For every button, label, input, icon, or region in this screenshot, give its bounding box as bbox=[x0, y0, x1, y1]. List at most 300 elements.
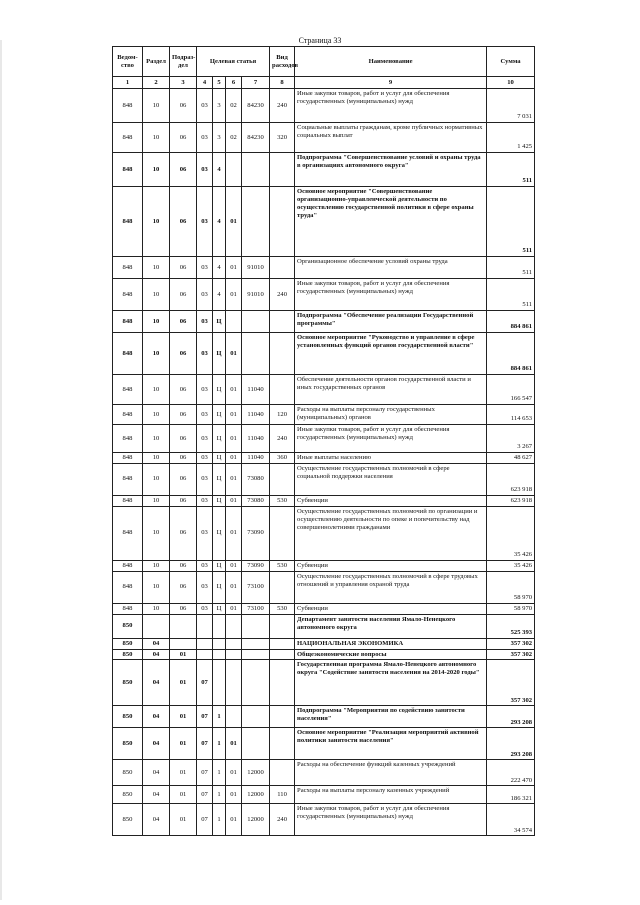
celevaya-3-cell: 01 bbox=[226, 257, 242, 279]
podrazdel-cell: 06 bbox=[170, 495, 197, 506]
podrazdel-cell: 06 bbox=[170, 333, 197, 375]
razdel-cell: 10 bbox=[143, 89, 170, 123]
naimenovanie-cell: Социальные выплаты гражданам, кроме публичных нормативных социальных выплат bbox=[295, 123, 487, 153]
summa-cell: 511 bbox=[487, 257, 535, 279]
celevaya-4-cell bbox=[242, 614, 270, 638]
celevaya-3-cell: 01 bbox=[226, 560, 242, 571]
razdel-cell: 10 bbox=[143, 311, 170, 333]
celevaya-1-cell: 03 bbox=[197, 571, 213, 603]
celevaya-1-cell: 03 bbox=[197, 495, 213, 506]
vid-raskhodov-cell bbox=[270, 614, 295, 638]
podrazdel-cell: 01 bbox=[170, 706, 197, 728]
vedomstvo-cell: 848 bbox=[113, 187, 143, 257]
naimenovanie-cell: Иные выплаты населению bbox=[295, 453, 487, 464]
celevaya-2-cell: 1 bbox=[213, 804, 226, 836]
summa-cell: 166 547 bbox=[487, 375, 535, 405]
table-row bbox=[113, 728, 535, 760]
naimenovanie-cell: Субвенции bbox=[295, 560, 487, 571]
vedomstvo-cell: 848 bbox=[113, 333, 143, 375]
celevaya-1-cell: 03 bbox=[197, 89, 213, 123]
podrazdel-cell: 06 bbox=[170, 311, 197, 333]
naimenovanie-cell: Иные закупки товаров, работ и услуг для обеспечения государственных (муниципальных) нужд bbox=[295, 804, 487, 836]
celevaya-1-cell: 03 bbox=[197, 311, 213, 333]
celevaya-1-cell: 03 bbox=[197, 425, 213, 453]
summa-cell: 1 425 bbox=[487, 123, 535, 153]
celevaya-2-cell: Ц bbox=[213, 333, 226, 375]
naimenovanie-cell: Обеспечение деятельности органов государственной власти и иных государственных органов bbox=[295, 375, 487, 405]
celevaya-4-cell: 73100 bbox=[242, 571, 270, 603]
podrazdel-cell bbox=[170, 614, 197, 638]
razdel-cell: 10 bbox=[143, 495, 170, 506]
summa-cell: 58 970 bbox=[487, 603, 535, 614]
celevaya-3-cell: 01 bbox=[226, 279, 242, 311]
celevaya-4-cell: 73080 bbox=[242, 495, 270, 506]
header-vid-raskhodov: Вид расходов bbox=[270, 47, 295, 77]
podrazdel-cell: 06 bbox=[170, 506, 197, 560]
naimenovanie-cell: Подпрограмма "Мероприятия по содействию занятости населения" bbox=[295, 706, 487, 728]
vid-raskhodov-cell bbox=[270, 153, 295, 187]
summa-cell: 884 861 bbox=[487, 333, 535, 375]
vid-raskhodov-cell bbox=[270, 571, 295, 603]
celevaya-1-cell: 03 bbox=[197, 257, 213, 279]
table-row bbox=[113, 311, 535, 333]
vid-raskhodov-cell bbox=[270, 660, 295, 706]
celevaya-3-cell: 01 bbox=[226, 506, 242, 560]
celevaya-1-cell: 03 bbox=[197, 375, 213, 405]
summa-cell: 48 627 bbox=[487, 453, 535, 464]
vedomstvo-cell: 848 bbox=[113, 425, 143, 453]
summa-cell: 623 918 bbox=[487, 463, 535, 495]
celevaya-2-cell bbox=[213, 649, 226, 660]
summa-cell: 525 393 bbox=[487, 614, 535, 638]
podrazdel-cell: 01 bbox=[170, 728, 197, 760]
table-row bbox=[113, 279, 535, 311]
vedomstvo-cell: 848 bbox=[113, 311, 143, 333]
razdel-cell: 04 bbox=[143, 706, 170, 728]
celevaya-4-cell: 11040 bbox=[242, 375, 270, 405]
table-row bbox=[113, 463, 535, 495]
razdel-cell: 10 bbox=[143, 375, 170, 405]
table-row bbox=[113, 638, 535, 649]
celevaya-4-cell bbox=[242, 153, 270, 187]
vid-raskhodov-cell: 530 bbox=[270, 603, 295, 614]
celevaya-2-cell: 4 bbox=[213, 187, 226, 257]
celevaya-3-cell: 01 bbox=[226, 425, 242, 453]
summa-cell: 511 bbox=[487, 187, 535, 257]
razdel-cell: 10 bbox=[143, 279, 170, 311]
razdel-cell: 10 bbox=[143, 571, 170, 603]
header-vedomstvo: Ведом-ство bbox=[113, 47, 143, 77]
celevaya-3-cell: 01 bbox=[226, 375, 242, 405]
header-podrazdel: Подраз-дел bbox=[170, 47, 197, 77]
podrazdel-cell: 06 bbox=[170, 153, 197, 187]
podrazdel-cell: 01 bbox=[170, 804, 197, 836]
vedomstvo-cell: 848 bbox=[113, 123, 143, 153]
celevaya-2-cell: Ц bbox=[213, 463, 226, 495]
celevaya-3-cell: 02 bbox=[226, 89, 242, 123]
naimenovanie-cell: НАЦИОНАЛЬНАЯ ЭКОНОМИКА bbox=[295, 638, 487, 649]
podrazdel-cell: 06 bbox=[170, 375, 197, 405]
vedomstvo-cell: 850 bbox=[113, 638, 143, 649]
table-row bbox=[113, 257, 535, 279]
col-number: 7 bbox=[242, 77, 270, 89]
celevaya-4-cell: 84230 bbox=[242, 89, 270, 123]
celevaya-3-cell: 01 bbox=[226, 333, 242, 375]
razdel-cell: 04 bbox=[143, 638, 170, 649]
celevaya-4-cell: 73090 bbox=[242, 560, 270, 571]
vedomstvo-cell: 848 bbox=[113, 153, 143, 187]
celevaya-3-cell: 02 bbox=[226, 123, 242, 153]
celevaya-1-cell: 03 bbox=[197, 333, 213, 375]
podrazdel-cell: 01 bbox=[170, 760, 197, 786]
header-summa: Сумма bbox=[487, 47, 535, 77]
celevaya-4-cell bbox=[242, 649, 270, 660]
vedomstvo-cell: 848 bbox=[113, 279, 143, 311]
vedomstvo-cell: 848 bbox=[113, 506, 143, 560]
naimenovanie-cell: Осуществление государственных полномочий в сфере трудовых отношений и управления охраной труда bbox=[295, 571, 487, 603]
naimenovanie-cell: Субвенции bbox=[295, 603, 487, 614]
naimenovanie-cell: Организационное обеспечение условий охраны труда bbox=[295, 257, 487, 279]
vid-raskhodov-cell: 320 bbox=[270, 123, 295, 153]
table-row bbox=[113, 153, 535, 187]
summa-cell: 35 426 bbox=[487, 506, 535, 560]
naimenovanie-cell: Осуществление государственных полномочий в сфере социальной поддержки населения bbox=[295, 463, 487, 495]
table-header-row bbox=[113, 47, 535, 77]
vedomstvo-cell: 848 bbox=[113, 89, 143, 123]
razdel-cell: 04 bbox=[143, 760, 170, 786]
summa-cell: 357 302 bbox=[487, 660, 535, 706]
naimenovanie-cell: Подпрограмма "Обеспечение реализации Государственной программы" bbox=[295, 311, 487, 333]
celevaya-1-cell: 03 bbox=[197, 279, 213, 311]
vedomstvo-cell: 848 bbox=[113, 405, 143, 425]
vedomstvo-cell: 850 bbox=[113, 706, 143, 728]
vid-raskhodov-cell: 120 bbox=[270, 405, 295, 425]
celevaya-2-cell: Ц bbox=[213, 495, 226, 506]
podrazdel-cell: 06 bbox=[170, 257, 197, 279]
header-razdel: Раздел bbox=[143, 47, 170, 77]
table-row bbox=[113, 375, 535, 405]
podrazdel-cell: 06 bbox=[170, 89, 197, 123]
summa-cell: 511 bbox=[487, 153, 535, 187]
naimenovanie-cell: Субвенции bbox=[295, 495, 487, 506]
celevaya-4-cell: 12000 bbox=[242, 804, 270, 836]
celevaya-3-cell: 01 bbox=[226, 728, 242, 760]
celevaya-3-cell: 01 bbox=[226, 571, 242, 603]
table-body bbox=[113, 89, 535, 836]
summa-cell: 357 302 bbox=[487, 638, 535, 649]
budget-table bbox=[112, 46, 535, 836]
celevaya-3-cell bbox=[226, 614, 242, 638]
razdel-cell: 10 bbox=[143, 425, 170, 453]
table-row bbox=[113, 804, 535, 836]
summa-cell: 884 861 bbox=[487, 311, 535, 333]
vid-raskhodov-cell: 530 bbox=[270, 495, 295, 506]
celevaya-1-cell bbox=[197, 649, 213, 660]
summa-cell: 58 970 bbox=[487, 571, 535, 603]
table-row bbox=[113, 614, 535, 638]
table-row bbox=[113, 453, 535, 464]
celevaya-2-cell bbox=[213, 638, 226, 649]
vid-raskhodov-cell bbox=[270, 311, 295, 333]
celevaya-4-cell bbox=[242, 333, 270, 375]
celevaya-2-cell: Ц bbox=[213, 506, 226, 560]
naimenovanie-cell: Иные закупки товаров, работ и услуг для обеспечения государственных (муниципальных) нужд bbox=[295, 425, 487, 453]
celevaya-4-cell: 11040 bbox=[242, 405, 270, 425]
celevaya-2-cell: Ц bbox=[213, 453, 226, 464]
summa-cell: 186 321 bbox=[487, 786, 535, 804]
celevaya-4-cell: 12000 bbox=[242, 786, 270, 804]
vid-raskhodov-cell: 530 bbox=[270, 560, 295, 571]
podrazdel-cell: 06 bbox=[170, 560, 197, 571]
col-number: 8 bbox=[270, 77, 295, 89]
razdel-cell bbox=[143, 614, 170, 638]
naimenovanie-cell: Расходы на выплаты персоналу казенных учреждений bbox=[295, 786, 487, 804]
celevaya-1-cell: 03 bbox=[197, 123, 213, 153]
celevaya-1-cell: 03 bbox=[197, 560, 213, 571]
razdel-cell: 04 bbox=[143, 804, 170, 836]
col-number: 2 bbox=[143, 77, 170, 89]
naimenovanie-cell: Иные закупки товаров, работ и услуг для обеспечения государственных (муниципальных) нужд bbox=[295, 279, 487, 311]
podrazdel-cell: 01 bbox=[170, 649, 197, 660]
vedomstvo-cell: 848 bbox=[113, 571, 143, 603]
celevaya-1-cell: 07 bbox=[197, 804, 213, 836]
column-number-row bbox=[113, 77, 535, 89]
summa-cell: 34 574 bbox=[487, 804, 535, 836]
celevaya-3-cell: 01 bbox=[226, 453, 242, 464]
naimenovanie-cell: Департамент занятости населения Ямало-Ненецкого автономного округа bbox=[295, 614, 487, 638]
page-number-label: Страница 33 bbox=[298, 36, 342, 45]
celevaya-4-cell bbox=[242, 728, 270, 760]
celevaya-2-cell: 3 bbox=[213, 89, 226, 123]
razdel-cell: 04 bbox=[143, 660, 170, 706]
vedomstvo-cell: 848 bbox=[113, 495, 143, 506]
razdel-cell: 10 bbox=[143, 603, 170, 614]
table-row bbox=[113, 603, 535, 614]
celevaya-1-cell bbox=[197, 614, 213, 638]
table-row bbox=[113, 760, 535, 786]
celevaya-2-cell: 4 bbox=[213, 257, 226, 279]
razdel-cell: 10 bbox=[143, 453, 170, 464]
vid-raskhodov-cell: 240 bbox=[270, 89, 295, 123]
table-row bbox=[113, 506, 535, 560]
celevaya-1-cell: 03 bbox=[197, 405, 213, 425]
podrazdel-cell: 06 bbox=[170, 463, 197, 495]
celevaya-4-cell: 11040 bbox=[242, 453, 270, 464]
celevaya-4-cell bbox=[242, 187, 270, 257]
summa-cell: 293 208 bbox=[487, 728, 535, 760]
celevaya-4-cell: 11040 bbox=[242, 425, 270, 453]
table-row bbox=[113, 786, 535, 804]
table-row bbox=[113, 660, 535, 706]
celevaya-3-cell bbox=[226, 649, 242, 660]
table-row bbox=[113, 706, 535, 728]
celevaya-2-cell: 4 bbox=[213, 153, 226, 187]
naimenovanie-cell: Осуществление государственных полномочий по организации и осуществлению деятельности по опеке и попечительству над совершеннолетними гражданами bbox=[295, 506, 487, 560]
table-row bbox=[113, 560, 535, 571]
col-number: 6 bbox=[226, 77, 242, 89]
vedomstvo-cell: 850 bbox=[113, 649, 143, 660]
naimenovanie-cell: Подпрограмма "Совершенствование условий и охраны труда в организациях автономного округа" bbox=[295, 153, 487, 187]
vedomstvo-cell: 848 bbox=[113, 603, 143, 614]
celevaya-2-cell: Ц bbox=[213, 560, 226, 571]
razdel-cell: 10 bbox=[143, 153, 170, 187]
celevaya-3-cell bbox=[226, 638, 242, 649]
podrazdel-cell: 06 bbox=[170, 405, 197, 425]
podrazdel-cell: 06 bbox=[170, 603, 197, 614]
celevaya-2-cell: Ц bbox=[213, 425, 226, 453]
celevaya-3-cell: 01 bbox=[226, 495, 242, 506]
naimenovanie-cell: Общеэкономические вопросы bbox=[295, 649, 487, 660]
celevaya-4-cell: 91010 bbox=[242, 257, 270, 279]
celevaya-3-cell bbox=[226, 153, 242, 187]
vedomstvo-cell: 850 bbox=[113, 804, 143, 836]
vid-raskhodov-cell bbox=[270, 187, 295, 257]
table-row bbox=[113, 187, 535, 257]
table-row bbox=[113, 89, 535, 123]
podrazdel-cell: 06 bbox=[170, 425, 197, 453]
summa-cell: 35 426 bbox=[487, 560, 535, 571]
col-number: 5 bbox=[213, 77, 226, 89]
razdel-cell: 04 bbox=[143, 728, 170, 760]
celevaya-4-cell bbox=[242, 311, 270, 333]
vedomstvo-cell: 850 bbox=[113, 760, 143, 786]
vedomstvo-cell: 850 bbox=[113, 728, 143, 760]
celevaya-1-cell: 03 bbox=[197, 453, 213, 464]
col-number: 9 bbox=[295, 77, 487, 89]
celevaya-4-cell: 73090 bbox=[242, 506, 270, 560]
vedomstvo-cell: 850 bbox=[113, 614, 143, 638]
celevaya-2-cell: 4 bbox=[213, 279, 226, 311]
celevaya-3-cell: 01 bbox=[226, 463, 242, 495]
celevaya-1-cell: 03 bbox=[197, 187, 213, 257]
naimenovanie-cell: Основное мероприятие "Реализация мероприятий активной политики занятости населения" bbox=[295, 728, 487, 760]
celevaya-2-cell: 3 bbox=[213, 123, 226, 153]
celevaya-2-cell: 1 bbox=[213, 728, 226, 760]
celevaya-1-cell: 07 bbox=[197, 728, 213, 760]
podrazdel-cell: 06 bbox=[170, 279, 197, 311]
vedomstvo-cell: 848 bbox=[113, 453, 143, 464]
table-row bbox=[113, 571, 535, 603]
celevaya-1-cell: 03 bbox=[197, 463, 213, 495]
table-row bbox=[113, 495, 535, 506]
razdel-cell: 04 bbox=[143, 786, 170, 804]
celevaya-3-cell bbox=[226, 706, 242, 728]
celevaya-3-cell: 01 bbox=[226, 804, 242, 836]
celevaya-2-cell: Ц bbox=[213, 603, 226, 614]
naimenovanie-cell: Государственная программа Ямало-Ненецкого автономного округа "Содействие занятости населения на 2014-2020 годы" bbox=[295, 660, 487, 706]
summa-cell: 511 bbox=[487, 279, 535, 311]
podrazdel-cell: 06 bbox=[170, 123, 197, 153]
podrazdel-cell: 01 bbox=[170, 660, 197, 706]
naimenovanie-cell: Расходы на выплаты персоналу государственных (муниципальных) органов bbox=[295, 405, 487, 425]
celevaya-2-cell: 1 bbox=[213, 706, 226, 728]
vid-raskhodov-cell bbox=[270, 760, 295, 786]
col-number: 10 bbox=[487, 77, 535, 89]
celevaya-1-cell: 07 bbox=[197, 660, 213, 706]
razdel-cell: 10 bbox=[143, 405, 170, 425]
vid-raskhodov-cell: 240 bbox=[270, 279, 295, 311]
vid-raskhodov-cell bbox=[270, 333, 295, 375]
celevaya-1-cell: 07 bbox=[197, 760, 213, 786]
summa-cell: 357 302 bbox=[487, 649, 535, 660]
razdel-cell: 10 bbox=[143, 506, 170, 560]
celevaya-1-cell: 03 bbox=[197, 603, 213, 614]
razdel-cell: 10 bbox=[143, 257, 170, 279]
vedomstvo-cell: 848 bbox=[113, 257, 143, 279]
scan-edge bbox=[0, 40, 2, 900]
naimenovanie-cell: Основное мероприятие "Руководство и управление в сфере установленных функций органов государственной власти" bbox=[295, 333, 487, 375]
razdel-cell: 10 bbox=[143, 560, 170, 571]
celevaya-3-cell: 01 bbox=[226, 405, 242, 425]
summa-cell: 7 031 bbox=[487, 89, 535, 123]
col-number: 1 bbox=[113, 77, 143, 89]
celevaya-3-cell bbox=[226, 660, 242, 706]
razdel-cell: 10 bbox=[143, 333, 170, 375]
col-number: 4 bbox=[197, 77, 213, 89]
vid-raskhodov-cell: 240 bbox=[270, 425, 295, 453]
celevaya-4-cell: 91010 bbox=[242, 279, 270, 311]
vid-raskhodov-cell bbox=[270, 638, 295, 649]
vedomstvo-cell: 848 bbox=[113, 560, 143, 571]
table-row bbox=[113, 649, 535, 660]
vid-raskhodov-cell bbox=[270, 506, 295, 560]
celevaya-2-cell: Ц bbox=[213, 311, 226, 333]
summa-cell: 293 208 bbox=[487, 706, 535, 728]
vid-raskhodov-cell bbox=[270, 375, 295, 405]
podrazdel-cell: 06 bbox=[170, 187, 197, 257]
naimenovanie-cell: Расходы на обеспечение функций казенных учреждений bbox=[295, 760, 487, 786]
header-naimenovanie: Наименование bbox=[295, 47, 487, 77]
vid-raskhodov-cell bbox=[270, 728, 295, 760]
podrazdel-cell: 01 bbox=[170, 786, 197, 804]
vedomstvo-cell: 850 bbox=[113, 786, 143, 804]
naimenovanie-cell: Основное мероприятие "Совершенствование организационно-управленческой деятельности по осуществлению государственной политики в сфере охраны труда" bbox=[295, 187, 487, 257]
header-celevaya-statya: Целевая статья bbox=[197, 47, 270, 77]
podrazdel-cell bbox=[170, 638, 197, 649]
table-row bbox=[113, 405, 535, 425]
razdel-cell: 04 bbox=[143, 649, 170, 660]
summa-cell: 623 918 bbox=[487, 495, 535, 506]
celevaya-4-cell: 12000 bbox=[242, 760, 270, 786]
celevaya-4-cell: 84230 bbox=[242, 123, 270, 153]
vedomstvo-cell: 850 bbox=[113, 660, 143, 706]
razdel-cell: 10 bbox=[143, 123, 170, 153]
vid-raskhodov-cell: 110 bbox=[270, 786, 295, 804]
celevaya-4-cell: 73100 bbox=[242, 603, 270, 614]
vid-raskhodov-cell: 360 bbox=[270, 453, 295, 464]
celevaya-4-cell: 73080 bbox=[242, 463, 270, 495]
celevaya-3-cell: 01 bbox=[226, 786, 242, 804]
celevaya-3-cell: 01 bbox=[226, 760, 242, 786]
celevaya-1-cell: 07 bbox=[197, 786, 213, 804]
naimenovanie-cell: Иные закупки товаров, работ и услуг для обеспечения государственных (муниципальных) нужд bbox=[295, 89, 487, 123]
vedomstvo-cell: 848 bbox=[113, 463, 143, 495]
razdel-cell: 10 bbox=[143, 463, 170, 495]
summa-cell: 114 653 bbox=[487, 405, 535, 425]
vedomstvo-cell: 848 bbox=[113, 375, 143, 405]
summa-cell: 222 470 bbox=[487, 760, 535, 786]
celevaya-1-cell: 07 bbox=[197, 706, 213, 728]
razdel-cell: 10 bbox=[143, 187, 170, 257]
celevaya-1-cell: 03 bbox=[197, 153, 213, 187]
celevaya-2-cell: 1 bbox=[213, 786, 226, 804]
vid-raskhodov-cell bbox=[270, 706, 295, 728]
celevaya-3-cell: 01 bbox=[226, 603, 242, 614]
celevaya-3-cell: 01 bbox=[226, 187, 242, 257]
celevaya-3-cell bbox=[226, 311, 242, 333]
vid-raskhodov-cell bbox=[270, 463, 295, 495]
celevaya-1-cell bbox=[197, 638, 213, 649]
